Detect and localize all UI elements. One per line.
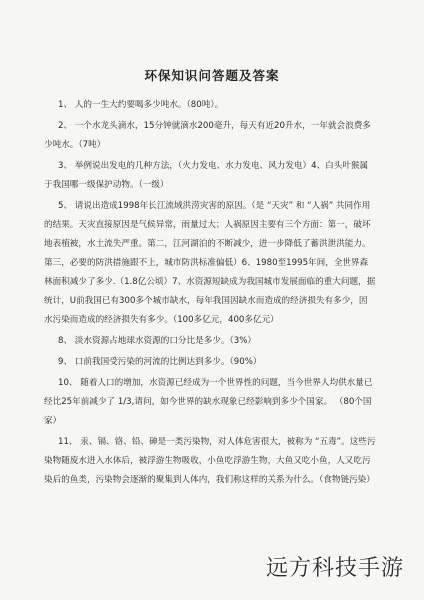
paragraph-q5-q7: 5、 请说出造成1998年长江流域洪涝灾害的原因。（是 “天灾” 和 “人祸” 共同作用的结果。天灾直接原因是气候异常，雨量过大；人祸原因主要有三个方面：第一，破坏地表植被，水土流失严重。第二，江河湖泊的不断减少，进一步降低了蓄洪泄洪能力。第三，必要的防洪措施跟不上，城市防洪标准偏低）6、1980至1995年间，全世界森林面积减少了多少.（1.8亿公顷）7、水资源短缺成为我国城市发展面临的重大问题，据统计，U前我国已有300多个城市缺水，每年我国因缺水而造成的经济损失有多少，因水污染而造成的经济损失有多少。（100多亿元，400多亿元） — [44, 201, 376, 325]
paragraph-q9: 9、 口前我国受污染的河流的比例达到多少。（90%） — [58, 357, 262, 367]
document-title: 环保知识问答题及答案 — [144, 68, 280, 83]
paragraph-q1: 1、 人的一生大约要喝多少吨水。（80吨）。 — [58, 100, 224, 110]
watermark-text: 远方科技手游 — [265, 556, 404, 581]
paragraph-q10: 10、 随着人口的增加，水资源已经成为一个世界性的问题，当今世界人均供水量已经比25年前减少了 1/3,请问，如今世界的缺水现象已经影响到多少个国家。 （80个国家） — [44, 378, 373, 426]
document-body — [44, 96, 376, 490]
paragraph-q3-q4: 3、 举例说出发电的几种方法，（火力发电、水力发电、风力发电）4、白头叶猴属于我国哪一级保护动物。（一级） — [44, 161, 369, 190]
paragraph-q8: 8、 淡水资源占地球水资源的口分比是多少。（3%） — [58, 336, 257, 346]
paragraph-q2: 2、 一个水龙头滴水，15分钟就滴水200毫升，每天有近20升水，一年就会浪费多少吨水。（7吨） — [44, 121, 371, 150]
paragraph-q11: 11、 汞、镉、铬、铅、砷是一类污染物，对人体危害很大，被称为 “五毒”。这些污染物随废水进入水体后，被浮游生物吸收，小鱼吃浮游生物，大鱼又吃小鱼，人又吃污染后的鱼类，污染物会逐渐的聚集到人体内，我们称这样的关系为什么。（食物链污染） — [44, 437, 376, 485]
